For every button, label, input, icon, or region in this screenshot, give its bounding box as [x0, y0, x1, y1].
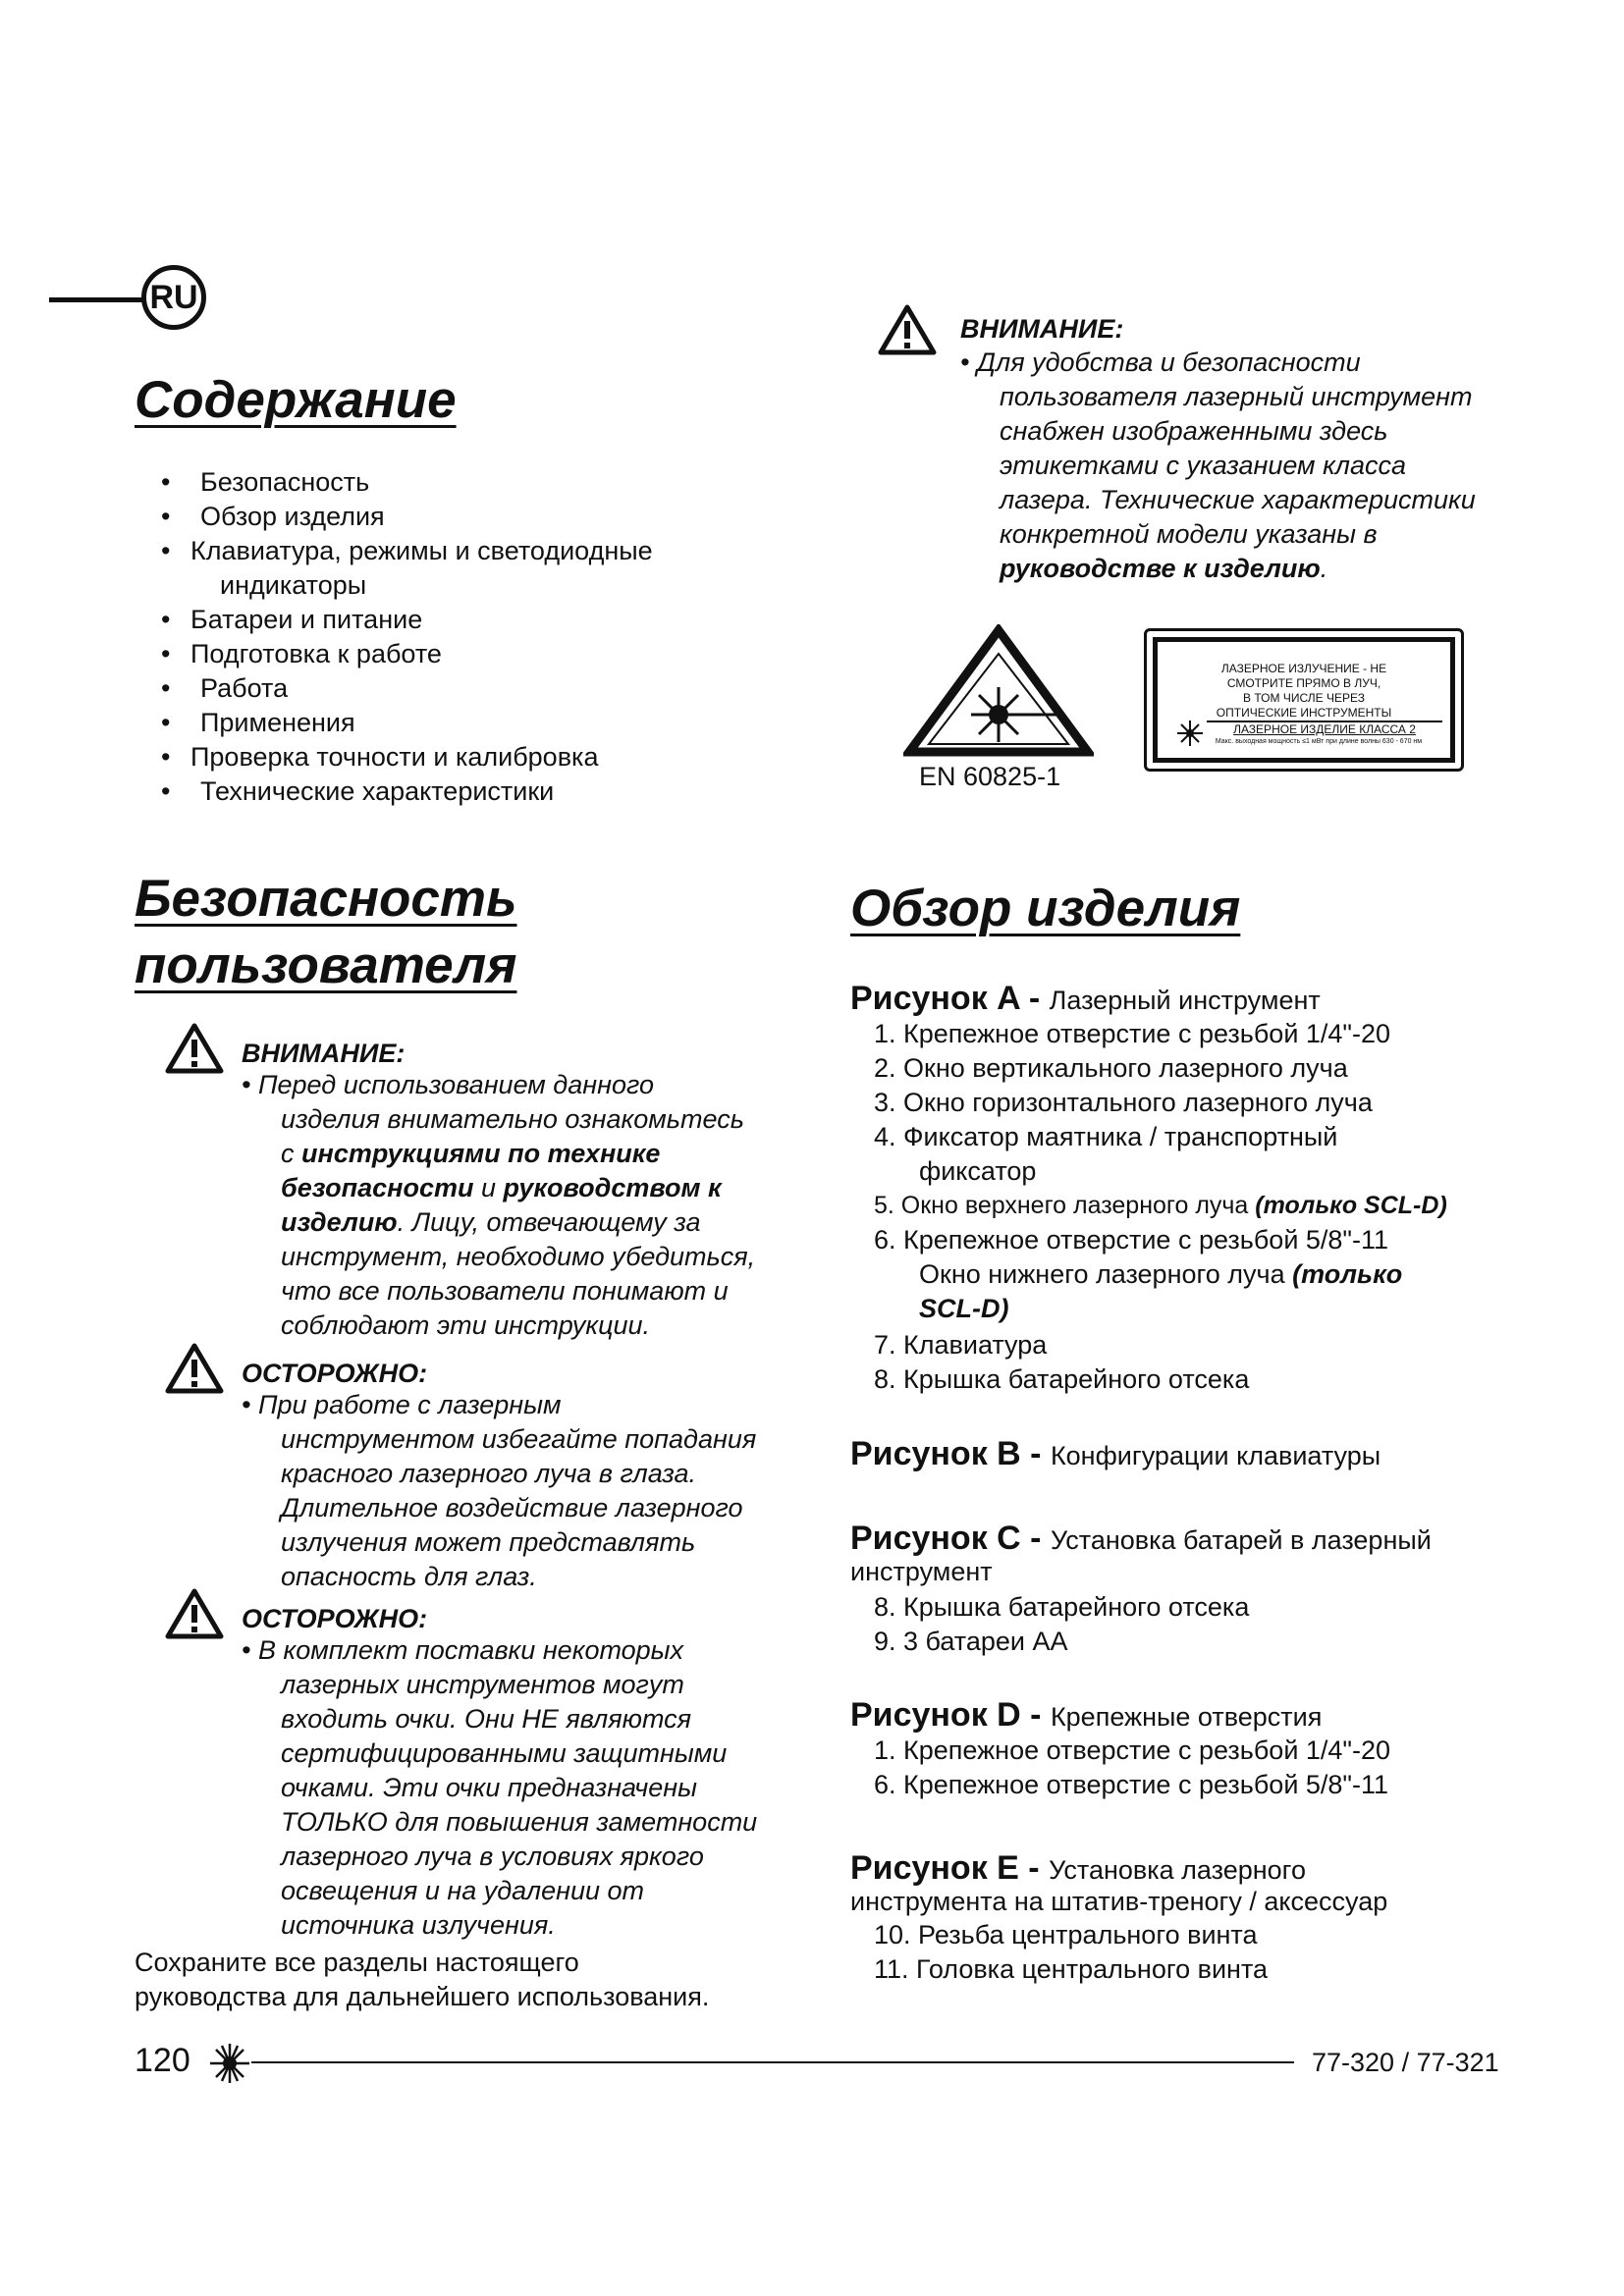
contents-item: • Работа [161, 673, 289, 703]
warning1-title: ВНИМАНИЕ: [242, 1039, 406, 1068]
contents-item: • Подготовка к работе [161, 639, 442, 668]
caution1-body: • При работе с лазерным инструментом избегайте попадания красного лазерного луча в глаза. Длительное воздействие лазерного излучения может представлять опасность для глаз. [242, 1390, 757, 1591]
figure-d-title: Рисунок D - Крепежные отверстия [850, 1696, 1323, 1734]
warning-triangle-icon [165, 1023, 224, 1074]
overview-title: Обзор изделия [850, 880, 1241, 937]
laser-starburst-icon [1177, 721, 1203, 746]
keep-manual-note: Сохраните все разделы настоящего руководства для дальнейшего использования. [135, 1948, 710, 2011]
right-warning-body: • Для удобства и безопасности пользователя лазерный инструмент снабжен изображенными здесь этикетками с указанием класса лазера. Технические характеристики конкретной модели указаны в руководстве к изделию. [960, 347, 1476, 583]
language-marker [49, 265, 245, 334]
label-line: ЛАЗЕРНОЕ ИЗДЕЛИЕ КЛАССА 2 [1207, 721, 1442, 737]
figure-a-list: 1. Крепежное отверстие с резьбой 1/4"-20 2. Окно вертикального лазерного луча 3. Окно горизонтального лазерного луча 4. Фиксатор маятника / транспортный фиксатор 5. Окно верхнего лазерного луча (только SCL-D) 6. Крепежное отверстие с резьбой 5/8"-11 Окно нижнего лазерного луча (только SCL-D) 7. Клавиатура 8. Крышка батарейного отсека [874, 1019, 1447, 1394]
contents-item: • Безопасность [161, 467, 370, 497]
warning-triangle-icon [878, 304, 937, 355]
label-line: СМОТРИТЕ ПРЯМО В ЛУЧ, [1226, 676, 1381, 690]
figure-c-desc-cont: инструмент [850, 1557, 993, 1586]
footer-rule [251, 2061, 1294, 2063]
contents-item: • Клавиатура, режимы и светодиодные [161, 536, 653, 565]
safety-title-line1: Безопасность [135, 870, 517, 928]
standard-label: EN 60825-1 [919, 762, 1061, 791]
caution2-title: ОСТОРОЖНО: [242, 1604, 428, 1633]
label-line: ОПТИЧЕСКИЕ ИНСТРУМЕНТЫ [1216, 706, 1392, 720]
contents-title: Содержание [135, 371, 457, 429]
figure-e-title: Рисунок E - Установка лазерного [850, 1849, 1306, 1887]
warning1-body: • Перед использованием данного изделия внимательно ознакомьтесь с инструкциями по технике безопасности и руководством к изделию. Лицу, отвечающему за инструмент, необходимо убедиться, что все пользователи понимают и соблюдают эти инструкции. [242, 1070, 756, 1340]
right-warning-title: ВНИМАНИЕ: [960, 314, 1124, 344]
caution-triangle-icon [165, 1588, 224, 1639]
contents-item: • Проверка точности и калибровка [161, 742, 599, 772]
caution1-title: ОСТОРОЖНО: [242, 1359, 428, 1388]
page-number: 120 [135, 2042, 190, 2079]
ru-badge-label: RU [149, 278, 198, 316]
ru-badge [141, 265, 206, 330]
laser-class-label [1144, 628, 1464, 772]
caution-triangle-icon [165, 1343, 224, 1394]
contents-item: • Обзор изделия [161, 502, 385, 531]
label-line: ЛАЗЕРНОЕ ИЗЛУЧЕНИЕ - НЕ [1220, 662, 1387, 675]
figure-b-title: Рисунок B - Конфигурации клавиатуры [850, 1435, 1381, 1472]
label-line: В ТОМ ЧИСЛЕ ЧЕРЕЗ [1243, 691, 1365, 705]
figure-e-desc-cont: инструмента на штатив-треногу / аксессуар [850, 1887, 1388, 1916]
contents-list [161, 465, 848, 809]
laser-burst-icon [208, 2042, 251, 2085]
contents-item: • Технические характеристики [161, 776, 555, 806]
label-line: Макс. выходная мощность ≤1 мВт при длине волны 630 - 670 нм [1215, 738, 1423, 745]
contents-item-cont: индикаторы [220, 570, 367, 600]
contents-item: • Применения [161, 708, 355, 737]
contents-item: • Батареи и питание [161, 605, 423, 634]
figure-e-list: 10. Резьба центрального винта 11. Головка центрального винта [874, 1920, 1269, 1984]
caution2-body: • В комплект поставки некоторых лазерных инструментов могут входить очки. Они НЕ являются сертифицированными защитными очками. Эти очки предназначены ТОЛЬКО для повышения заметности лазерного луча в условиях яркого освещения и на удалении от источника излучения. [242, 1635, 758, 1940]
safety-title-line2: пользователя [135, 936, 517, 994]
figure-c-list: 8. Крышка батарейного отсека 9. 3 батареи AA [874, 1592, 1250, 1656]
figure-a-title: Рисунок A - Лазерный инструмент [850, 980, 1321, 1017]
figure-d-list: 1. Крепежное отверстие с резьбой 1/4"-20 6. Крепежное отверстие с резьбой 5/8"-11 [874, 1735, 1391, 1799]
laser-hazard-icon [903, 624, 1094, 758]
model-number: 77-320 / 77-321 [1312, 2048, 1499, 2077]
figure-c-title: Рисунок C - Установка батарей в лазерный [850, 1520, 1432, 1557]
